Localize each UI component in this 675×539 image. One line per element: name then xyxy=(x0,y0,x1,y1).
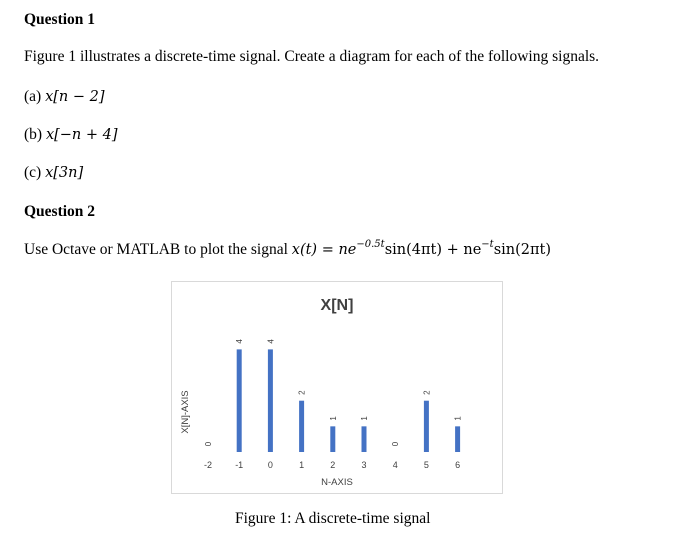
data-label-n-6: 1 xyxy=(453,416,463,421)
bar-n-2 xyxy=(330,426,335,452)
x-tick-label: 1 xyxy=(299,460,305,470)
data-label-n-5: 2 xyxy=(422,390,432,395)
part-b-expression: x[−n + 4] xyxy=(45,127,118,143)
chart-marks xyxy=(204,339,463,470)
bar-n-1 xyxy=(299,401,304,452)
chart-title: X[N] xyxy=(320,297,354,314)
part-b-label: (b) xyxy=(24,126,43,143)
bar-n--1 xyxy=(237,349,242,452)
part-a-label: (a) xyxy=(24,88,42,105)
data-label-n-4: 0 xyxy=(391,441,401,447)
x-tick-label: 2 xyxy=(330,460,336,470)
bar-chart xyxy=(172,282,502,493)
equation-exponent-1: −0.5t xyxy=(356,239,385,250)
x-tick-label: 5 xyxy=(423,460,429,470)
x-tick-label: 4 xyxy=(392,460,398,470)
part-b xyxy=(24,126,118,144)
data-label-n-2: 1 xyxy=(328,416,338,421)
part-c-label: (c) xyxy=(24,164,42,181)
question-2-prompt: Use Octave or MATLAB to plot the signal xyxy=(24,241,288,258)
part-c-expression: x[3n] xyxy=(45,165,84,181)
equation-part-1: x(t) = ne xyxy=(291,242,357,258)
data-label-n--2: 0 xyxy=(204,441,213,447)
x-tick-label: 0 xyxy=(267,460,273,470)
signal-equation xyxy=(291,239,552,258)
part-a-expression: x[n − 2] xyxy=(45,89,105,105)
question-1-intro: Figure 1 illustrates a discrete-time signal. Create a diagram for each of the following signals. xyxy=(24,48,600,65)
figure-caption: Figure 1: A discrete-time signal xyxy=(235,510,431,527)
bar-n-5 xyxy=(424,401,429,452)
x-axis-label: N-AXIS xyxy=(321,477,353,488)
bar-n-6 xyxy=(455,426,460,452)
y-axis-label: X[N]-AXIS xyxy=(180,390,191,434)
equation-part-3: sin(2πt) xyxy=(493,242,552,258)
data-label-n-1: 2 xyxy=(297,390,307,395)
x-tick-label: 3 xyxy=(361,460,367,470)
part-a xyxy=(24,88,105,106)
x-tick-label: -1 xyxy=(235,460,244,470)
bar-n-0 xyxy=(268,349,273,452)
x-tick-label: -2 xyxy=(203,460,213,470)
data-label-n--1: 4 xyxy=(235,339,245,344)
chart-frame xyxy=(171,281,503,494)
question-2-heading: Question 2 xyxy=(24,203,96,220)
x-tick-label: 6 xyxy=(455,460,461,470)
equation-part-2: sin(4πt) + ne xyxy=(384,242,482,258)
bar-n-3 xyxy=(362,426,367,452)
data-label-n-0: 4 xyxy=(266,339,276,344)
question-1-heading: Question 1 xyxy=(24,11,96,28)
question-2-text xyxy=(24,241,551,259)
part-c xyxy=(24,164,83,182)
equation-exponent-2: −t xyxy=(481,239,494,250)
data-label-n-3: 1 xyxy=(360,416,369,421)
